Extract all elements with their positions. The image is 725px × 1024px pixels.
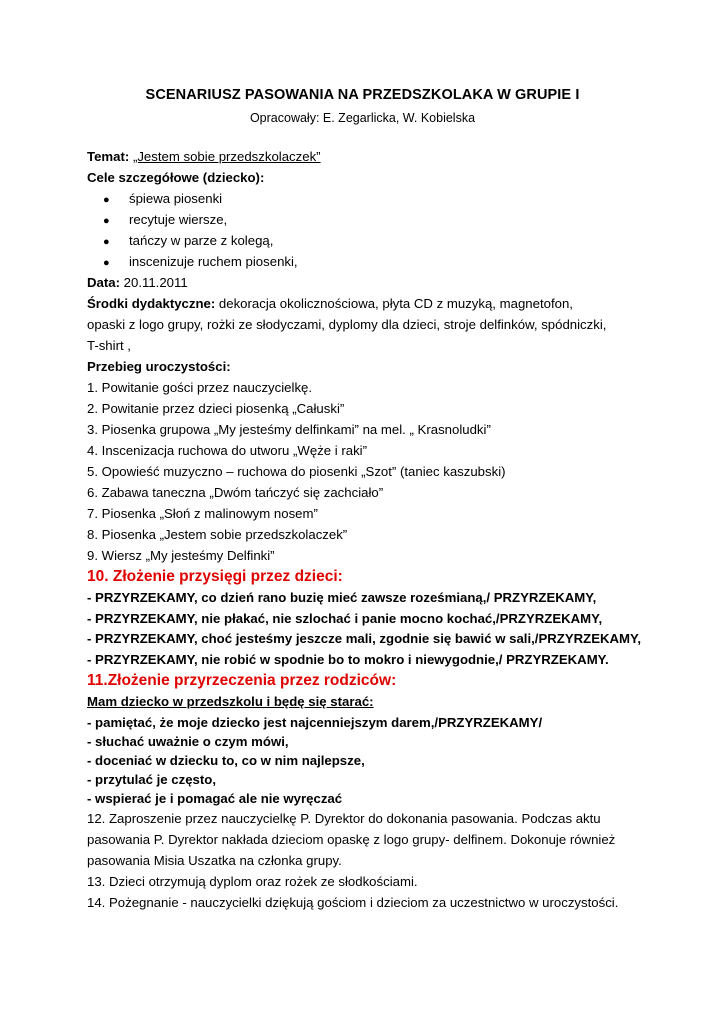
parents-oath-intro: Mam dziecko w przedszkolu i będę się starać: xyxy=(87,694,374,709)
list-item: 9. Wiersz „My jesteśmy Delfinki” xyxy=(87,548,275,563)
means-line: Środki dydaktyczne: dekoracja okolicznościowa, płyta CD z muzyką, magnetofon, xyxy=(87,296,573,311)
goals-heading: Cele szczegółowe (dziecko): xyxy=(87,170,265,185)
list-item: - przytulać je często, xyxy=(87,771,216,787)
list-item: 2. Powitanie przez dzieci piosenką „Całuski” xyxy=(87,401,345,416)
topic-label: Temat: xyxy=(87,149,130,164)
list-item: ● recytuje wiersze, xyxy=(87,209,647,230)
bullet-icon: ● xyxy=(103,215,110,227)
list-item: 4. Inscenizacja ruchowa do utworu „Węże i raki” xyxy=(87,443,367,458)
list-item: - PRZYRZEKAMY, nie płakać, nie szlochać i panie mocno kochać,/PRZYRZEKAMY, xyxy=(87,610,603,626)
program-heading: Przebieg uroczystości: xyxy=(87,359,231,374)
list-item: - słuchać uważnie o czym mówi, xyxy=(87,733,289,749)
topic-line xyxy=(87,146,647,167)
children-oath-heading: 10. Złożenie przysięgi przez dzieci: xyxy=(87,568,343,585)
list-item: 1. Powitanie gości przez nauczycielkę. xyxy=(87,380,313,395)
paragraph-line: pasowania Misia Uszatka na członka grupy. xyxy=(87,852,342,868)
bullet-icon: ● xyxy=(103,236,110,248)
list-item: - doceniać w dziecku to, co w nim najlepsze, xyxy=(87,752,365,768)
list-item: - PRZYRZEKAMY, nie robić w spodnie bo to mokro i niewygodnie,/ PRZYRZEKAMY. xyxy=(87,651,609,667)
goals-list xyxy=(87,188,647,272)
topic-value: „Jestem sobie przedszkolaczek” xyxy=(132,149,321,164)
means-line: opaski z logo grupy, rożki ze słodyczami, dyplomy dla dzieci, stroje delfinków, spódniczki, xyxy=(87,317,607,332)
bullet-icon: ● xyxy=(103,194,110,206)
paragraph-line: 12. Zaproszenie przez nauczycielkę P. Dyrektor do dokonania pasowania. Podczas aktu xyxy=(87,810,601,826)
bullet-icon: ● xyxy=(103,257,110,269)
document-body xyxy=(87,146,647,913)
date-value: 20.11.2011 xyxy=(123,275,188,290)
parents-oath-list xyxy=(87,713,647,808)
list-item: 5. Opowieść muzyczno – ruchowa do piosenki „Szot” (taniec kaszubski) xyxy=(87,464,506,479)
list-item: - PRZYRZEKAMY, co dzień rano buzię mieć zawsze roześmianą,/ PRZYRZEKAMY, xyxy=(87,590,597,605)
program-list xyxy=(87,377,647,566)
paragraph-line: 14. Pożegnanie - nauczycielki dziękują gościom i dzieciom za uczestnictwo w uroczystości. xyxy=(87,894,619,910)
document-title: SCENARIUSZ PASOWANIA NA PRZEDSZKOLAKA W GRUPIE I xyxy=(145,87,580,103)
date-line xyxy=(87,272,647,293)
authors-line: Opracowały: E. Zegarlicka, W. Kobielska xyxy=(249,111,476,125)
means-line: T-shirt , xyxy=(87,338,131,353)
list-item: ● śpiewa piosenki xyxy=(87,188,647,209)
list-item: 3. Piosenka grupowa „My jesteśmy delfinkami” na mel. „ Krasnoludki” xyxy=(87,422,491,437)
list-item: - wspierać je i pomagać ale nie wyręczać xyxy=(87,790,343,806)
list-item: ● tańczy w parze z kolegą, xyxy=(87,230,647,251)
means-label: Środki dydaktyczne: xyxy=(87,296,216,311)
list-item: 6. Zabawa taneczna „Dwóm tańczyć się zachciało” xyxy=(87,485,384,500)
paragraph-line: 13. Dzieci otrzymują dyplom oraz rożek ze słodkościami. xyxy=(87,873,418,889)
closing-section xyxy=(87,808,647,913)
parents-oath-heading: 11.Złożenie przyrzeczenia przez rodziców: xyxy=(87,672,397,689)
list-item: - PRZYRZEKAMY, choć jesteśmy jeszcze mali, zgodnie się bawić w sali,/PRZYRZEKAMY, xyxy=(87,631,642,646)
date-label: Data: xyxy=(87,275,120,290)
list-item: - pamiętać, że moje dziecko jest najcenniejszym darem,/PRZYRZEKAMY/ xyxy=(87,714,543,730)
list-item: ● inscenizuje ruchem piosenki, xyxy=(87,251,647,272)
list-item: 7. Piosenka „Słoń z malinowym nosem” xyxy=(87,506,318,521)
paragraph-line: pasowania P. Dyrektor nakłada dzieciom opaskę z logo grupy- delfinem. Dokonuje również xyxy=(87,831,616,847)
children-oath-list xyxy=(87,588,647,670)
list-item: 8. Piosenka „Jestem sobie przedszkolaczek” xyxy=(87,527,348,542)
